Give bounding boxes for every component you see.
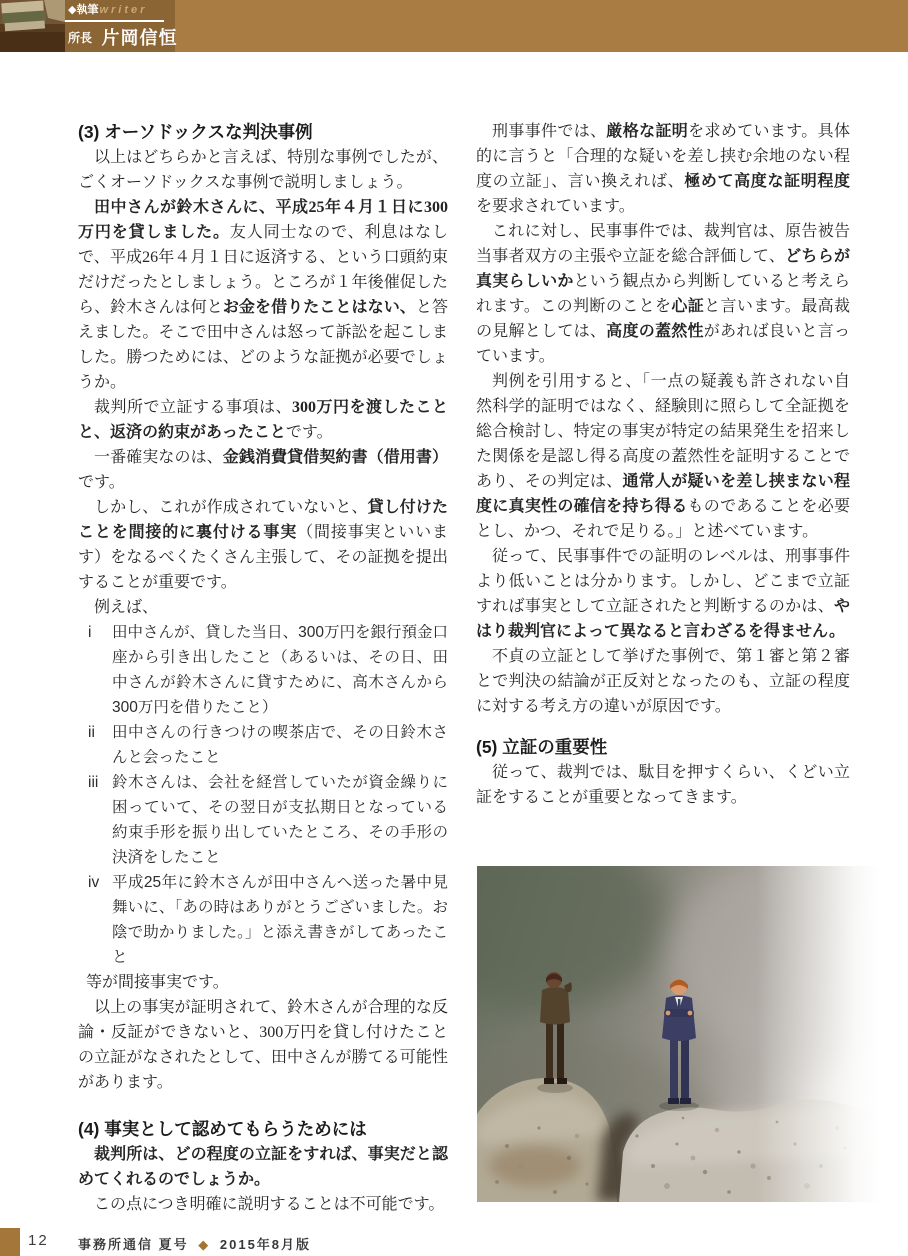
byline-prefix: ◆執筆 [68, 4, 99, 16]
paragraph: 不貞の立証として挙げた事例で、第１審と第２審とで判決の結論が正反対となったのも、立証の程度に対する考え方の違いが原因です。 [476, 648, 850, 715]
newsletter-title: 事務所通信 夏号 [78, 1237, 189, 1252]
author-line [68, 24, 288, 50]
paragraph: 例えば、 [94, 599, 159, 616]
section-heading-4: (4) 事実として認めてもらうためには [78, 1119, 367, 1139]
paragraph: 一番確実なのは、金銭消費貸借契約書（借用書）です。 [78, 449, 448, 491]
indirect-facts-list [78, 620, 448, 970]
right-column [476, 119, 850, 810]
miniature-figures-photo [477, 866, 880, 1202]
paragraph: 刑事事件では、厳格な証明を求めています。具体的に言うと「合理的な疑いを差し挟む余地のない程度の立証」、言い換えれば、極めて高度な証明程度を要求されています。 [476, 123, 850, 215]
paragraph: 以上の事実が証明されて、鈴木さんが合理的な反論・反証ができないと、300万円を貸し付けたことの立証がなされたとして、田中さんが勝てる可能性があります。 [78, 999, 448, 1091]
list-marker: iii [88, 774, 99, 791]
list-item-text: 田中さんの行きつけの喫茶店で、その日鈴木さんと会ったこと [112, 724, 448, 766]
section-heading-5: (5) 立証の重要性 [476, 737, 608, 757]
list-marker: i [88, 624, 92, 641]
list-item-text: 田中さんが、貸した当日、300万円を銀行預金口座から引き出したこと（あるいは、その日、田中さんが鈴木さんに貸すために、高木さんから300万円を借りたこと） [112, 624, 448, 716]
header-band [0, 0, 908, 65]
paragraph: 田中さんが鈴木さんに、平成25年４月１日に300万円を貸しました。友人同士なので、利息はなしで、平成26年４月１日に返済する、という口頭約束だけだったとしましょう。ところが１年後催促したら、鈴木さんは何とお金を借りたことはない、と答えました。そこで田中さんは怒って訴訟を起こしました。勝つためには、どのような証拠が必要でしょうか。 [78, 199, 448, 391]
paragraph: しかし、これが作成されていないと、貸し付けたことを間接的に裏付ける事実（間接事実といいます）をなるべくたくさん主張して、その証拠を提出することが重要です。 [78, 499, 448, 591]
list-item [78, 870, 448, 970]
page-number: 12 [28, 1232, 49, 1249]
paragraph: 等が間接事実です。 [86, 974, 229, 991]
list-marker: iv [88, 874, 100, 891]
byline-writer-label: writer [99, 4, 148, 16]
paragraph: 従って、裁判では、駄目を押すくらい、くどい立証をすることが重要となってきます。 [476, 764, 850, 806]
paragraph: これに対し、民事事件では、裁判官は、原告被告当事者双方の主張や立証を総合評価して、どちらが真実らしいかという観点から判断していると考えられます。この判断のことを心証と言います。最高裁の見解としては、高度の蓋然性があれば良いと言っています。 [476, 223, 850, 365]
list-marker: ii [88, 724, 95, 741]
list-item-text: 平成25年に鈴木さんが田中さんへ送った暑中見舞いに、「あの時はありがとうございました。お陰で助かりました。」と添え書きがしてあったこと [112, 874, 448, 966]
left-column [78, 119, 448, 1217]
miniature-figures-photo-art [477, 866, 880, 1202]
paragraph: 従って、民事事件での証明のレベルは、刑事事件より低いことは分かります。しかし、どこまで立証すれば事実として立証されたと判断するのかは、やはり裁判官によって異なると言わざるを得ません。 [476, 548, 850, 640]
list-item [78, 770, 448, 870]
diamond-icon: ◆ [198, 1237, 211, 1252]
paragraph: この点につき明確に説明することは不可能です。 [94, 1196, 445, 1213]
footer-publication-line [78, 1234, 311, 1253]
paragraph: 裁判所で立証する事項は、300万円を渡したことと、返済の約束があったことです。 [78, 399, 448, 441]
paragraph: 判例を引用すると、「一点の疑義も許されない自然科学的証明ではなく、経験則に照らして全証拠を総合検討し、特定の事実が特定の結果発生を招来した関係を是認し得る高度の蓋然性を証明することであり、その判定は、通常人が疑いを差し挟まない程度に真実性の確信を持ち得るものであることを必要とし、かつ、それで足りる。」と述べています。 [476, 373, 850, 540]
edition-label: 2015年8月版 [219, 1237, 312, 1252]
section-heading-3: (3) オーソドックスな判決事例 [78, 122, 313, 142]
author-name: 片岡信恒 [101, 28, 178, 48]
list-item [78, 620, 448, 720]
author-kana: カタオカ ノブツネ [104, 54, 196, 65]
author-role: 所長 [68, 31, 93, 45]
books-photo [0, 0, 65, 52]
byline-underline [65, 20, 164, 22]
books-photo-art [0, 0, 65, 52]
footer-accent-bar [0, 1228, 20, 1256]
list-item-text: 鈴木さんは、会社を経営していたが資金繰りに困っていて、その翌日が支払期日となっている約束手形を振り出していたところ、その手形の決済をしたこと [112, 774, 448, 866]
list-item [78, 720, 448, 770]
byline-label [68, 3, 288, 17]
paragraph: 裁判所は、どの程度の立証をすれば、事実だと認めてくれるのでしょうか。 [78, 1146, 448, 1188]
paragraph: 以上はどちらかと言えば、特別な事例でしたが、ごくオーソドックスな事例で説明しましょう。 [78, 149, 448, 191]
header-byline [68, 3, 288, 65]
